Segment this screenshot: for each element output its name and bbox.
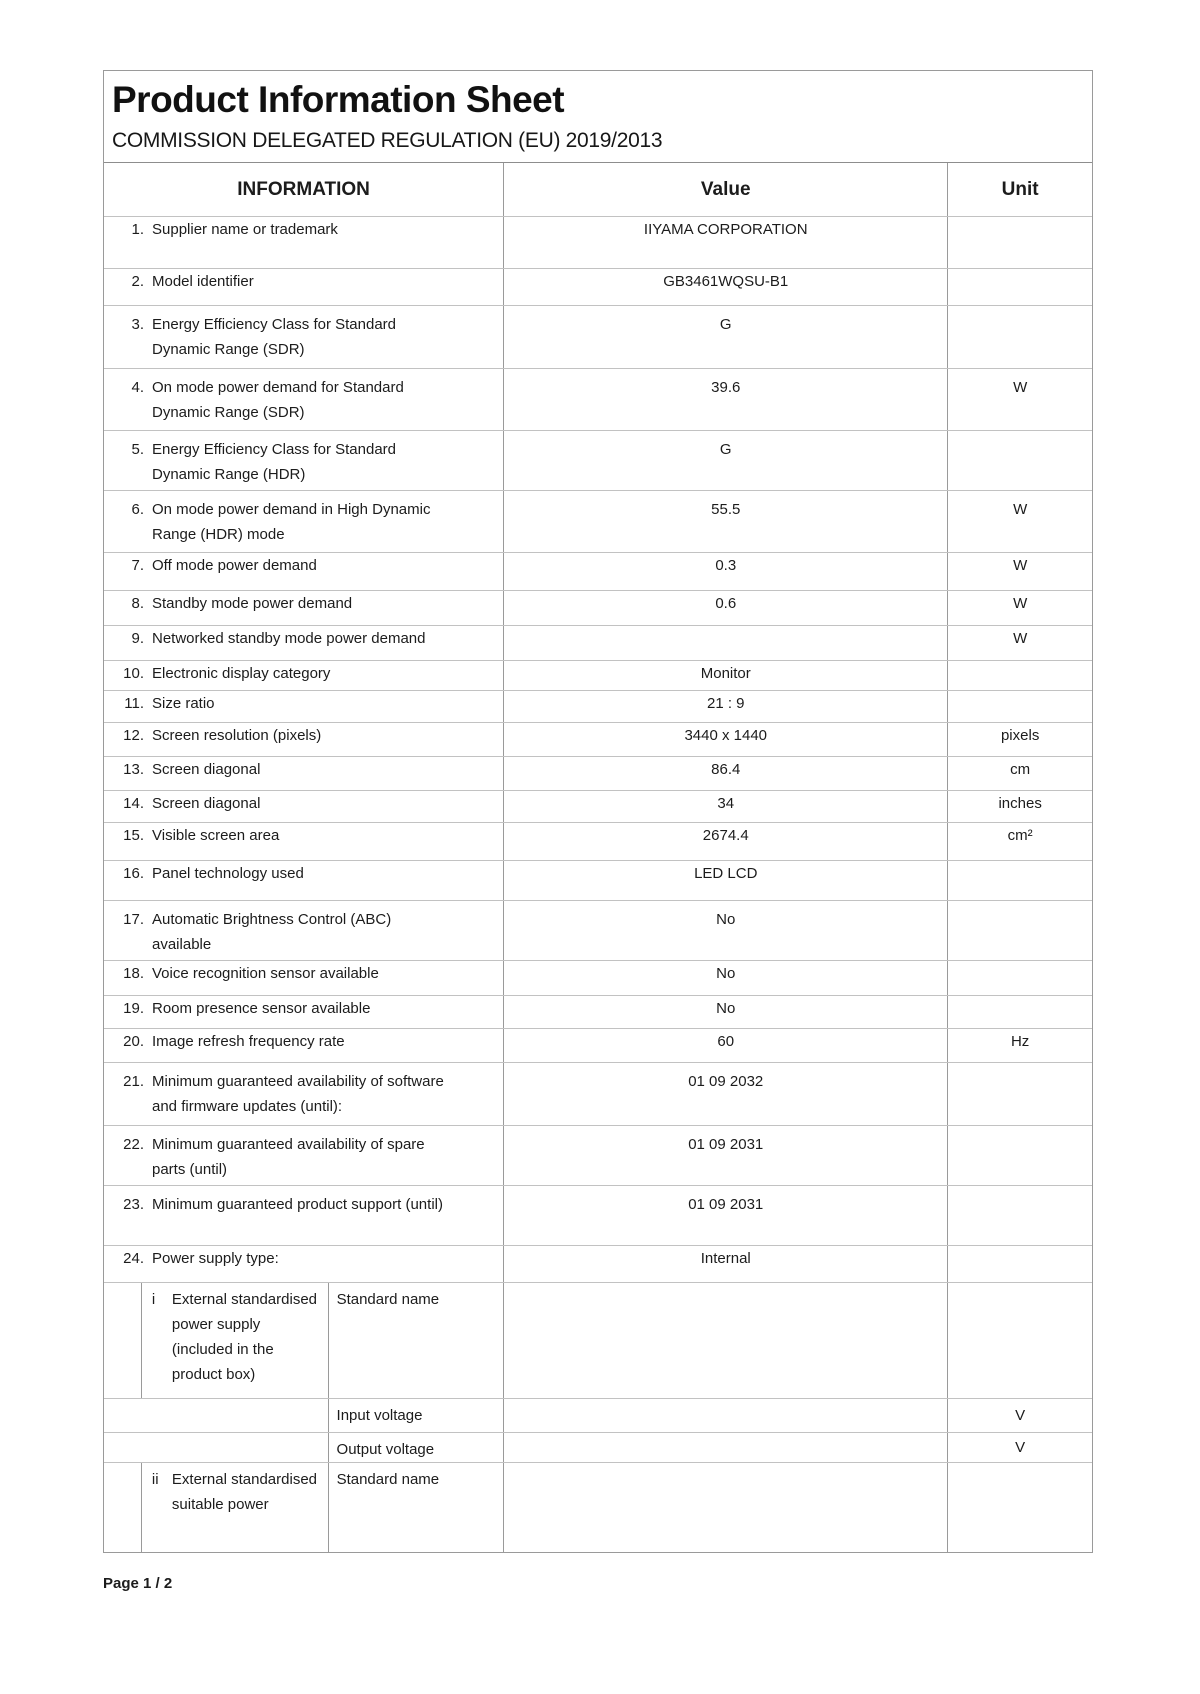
table-row xyxy=(104,490,1092,552)
sub-row-unit xyxy=(947,1283,1092,1398)
row-value: Monitor xyxy=(503,661,947,690)
row-unit xyxy=(947,901,1092,960)
row-unit xyxy=(947,306,1092,368)
row-unit xyxy=(947,691,1092,722)
page-number: Page 1 / 2 xyxy=(103,1575,173,1592)
row-label: Screen diagonal xyxy=(152,795,261,812)
table-row xyxy=(104,1028,1092,1062)
row-number: 21. xyxy=(123,1073,144,1090)
input-voltage-label: Input voltage xyxy=(328,1399,504,1432)
power-supply-row-ii xyxy=(104,1462,1092,1553)
row-unit: W xyxy=(947,553,1092,590)
row-number: 1. xyxy=(131,221,144,238)
table-row xyxy=(104,625,1092,660)
row-value: 21 : 9 xyxy=(503,691,947,722)
row-number: 15. xyxy=(123,827,144,844)
table-row xyxy=(104,430,1092,490)
power-supply-row-output-voltage xyxy=(104,1432,1092,1462)
indent-cell xyxy=(104,1283,141,1398)
row-unit xyxy=(947,217,1092,268)
row-value xyxy=(503,626,947,660)
row-value: 34 xyxy=(503,791,947,822)
row-label: Energy Efficiency Class for Standard Dynamic Range (SDR) xyxy=(152,316,397,358)
sub-row-label: External standardised power supply (included in the product box) xyxy=(171,1291,318,1383)
blank-cell xyxy=(104,1433,328,1462)
row-label: Electronic display category xyxy=(152,665,331,682)
row-label: Networked standby mode power demand xyxy=(152,630,426,647)
row-number: 19. xyxy=(123,1000,144,1017)
table-row xyxy=(104,1185,1092,1245)
row-unit: cm xyxy=(947,757,1092,790)
row-unit: W xyxy=(947,369,1092,430)
output-voltage-label: Output voltage xyxy=(328,1433,504,1462)
product-information-sheet xyxy=(103,70,1093,1553)
row-unit xyxy=(947,1063,1092,1125)
row-label: Standby mode power demand xyxy=(152,595,353,612)
indent-cell xyxy=(104,1463,141,1553)
row-unit: Hz xyxy=(947,1029,1092,1062)
row-value: G xyxy=(503,306,947,368)
row-unit: W xyxy=(947,626,1092,660)
table-row xyxy=(104,960,1092,995)
row-unit xyxy=(947,961,1092,995)
row-value: Internal xyxy=(503,1246,947,1282)
row-label: On mode power demand for Standard Dynamic Range (SDR) xyxy=(152,379,404,421)
table-row xyxy=(104,590,1092,625)
table-row xyxy=(104,1062,1092,1125)
standard-name-label: Standard name xyxy=(328,1283,504,1398)
power-supply-row-i xyxy=(104,1282,1092,1398)
row-number: 5. xyxy=(131,441,144,458)
sub-row-unit: V xyxy=(947,1399,1092,1432)
blank-cell xyxy=(104,1399,328,1432)
row-value: 01 09 2031 xyxy=(503,1126,947,1185)
standard-name-label: Standard name xyxy=(328,1463,504,1553)
row-value: GB3461WQSU-B1 xyxy=(503,269,947,305)
row-label: Size ratio xyxy=(152,695,215,712)
row-value: 86.4 xyxy=(503,757,947,790)
row-number: 22. xyxy=(123,1136,144,1153)
header-unit: Unit xyxy=(947,163,1092,216)
sub-row-value xyxy=(503,1283,947,1398)
table-row xyxy=(104,1245,1092,1282)
row-label: On mode power demand in High Dynamic Range (HDR) mode xyxy=(152,501,431,543)
row-label: Model identifier xyxy=(152,273,254,290)
row-number: 8. xyxy=(131,595,144,612)
row-label: Voice recognition sensor available xyxy=(152,965,379,982)
row-value: No xyxy=(503,961,947,995)
row-unit: W xyxy=(947,491,1092,552)
table-row xyxy=(104,552,1092,590)
sub-row-unit: V xyxy=(947,1433,1092,1462)
row-unit xyxy=(947,861,1092,900)
sub-row-value xyxy=(503,1433,947,1462)
table-row xyxy=(104,860,1092,900)
row-unit xyxy=(947,1126,1092,1185)
page-subtitle: COMMISSION DELEGATED REGULATION (EU) 2019/2013 xyxy=(112,129,663,153)
row-number: 4. xyxy=(131,379,144,396)
row-label: Screen resolution (pixels) xyxy=(152,727,322,744)
table-row xyxy=(104,216,1092,268)
row-number: 10. xyxy=(123,665,144,682)
row-label: Power supply type: xyxy=(152,1250,279,1267)
header-information: INFORMATION xyxy=(237,178,370,200)
row-number: 23. xyxy=(123,1196,144,1213)
table-row xyxy=(104,660,1092,690)
table-row xyxy=(104,900,1092,960)
row-number: 13. xyxy=(123,761,144,778)
header-value: Value xyxy=(503,163,947,216)
row-value: IIYAMA CORPORATION xyxy=(503,217,947,268)
table-header-row xyxy=(104,162,1092,216)
row-number: 7. xyxy=(131,557,144,574)
row-label: Supplier name or trademark xyxy=(152,221,338,238)
row-label: Image refresh frequency rate xyxy=(152,1033,345,1050)
row-label: Off mode power demand xyxy=(152,557,317,574)
sub-row-label: External standardised suitable power xyxy=(171,1471,318,1513)
row-label: Screen diagonal xyxy=(152,761,261,778)
row-value: 01 09 2031 xyxy=(503,1186,947,1245)
table-row xyxy=(104,268,1092,305)
row-number: 16. xyxy=(123,865,144,882)
row-number: 24. xyxy=(123,1250,144,1267)
row-number: 2. xyxy=(131,273,144,290)
table-row xyxy=(104,1125,1092,1185)
row-number: 6. xyxy=(131,501,144,518)
row-unit: cm² xyxy=(947,823,1092,860)
sub-row-unit xyxy=(947,1463,1092,1553)
row-unit: W xyxy=(947,591,1092,625)
sub-row-value xyxy=(503,1463,947,1553)
row-number: 9. xyxy=(131,630,144,647)
table-row xyxy=(104,368,1092,430)
row-label: Energy Efficiency Class for Standard Dynamic Range (HDR) xyxy=(152,441,397,483)
row-number: 3. xyxy=(131,316,144,333)
row-number: 11. xyxy=(124,695,144,712)
row-label: Minimum guaranteed availability of software and firmware updates (until): xyxy=(152,1073,444,1115)
row-value: No xyxy=(503,901,947,960)
row-number: 17. xyxy=(123,911,144,928)
information-table xyxy=(104,162,1092,1553)
page-title: Product Information Sheet xyxy=(112,79,565,120)
table-row xyxy=(104,790,1092,822)
row-unit xyxy=(947,661,1092,690)
row-unit: pixels xyxy=(947,723,1092,756)
row-value: No xyxy=(503,996,947,1028)
row-number: 18. xyxy=(123,965,144,982)
row-unit xyxy=(947,269,1092,305)
sub-row-number: i xyxy=(151,1291,156,1308)
row-number: 20. xyxy=(123,1033,144,1050)
row-value: 39.6 xyxy=(503,369,947,430)
table-row xyxy=(104,822,1092,860)
row-value: 55.5 xyxy=(503,491,947,552)
row-unit xyxy=(947,1186,1092,1245)
row-label: Visible screen area xyxy=(152,827,280,844)
row-value: 3440 x 1440 xyxy=(503,723,947,756)
row-value: 01 09 2032 xyxy=(503,1063,947,1125)
table-row xyxy=(104,305,1092,368)
row-value: 2674.4 xyxy=(503,823,947,860)
table-row xyxy=(104,690,1092,722)
row-label: Automatic Brightness Control (ABC) available xyxy=(152,911,392,953)
row-unit xyxy=(947,431,1092,490)
sub-row-number: ii xyxy=(151,1471,159,1488)
row-label: Panel technology used xyxy=(152,865,304,882)
row-value: 60 xyxy=(503,1029,947,1062)
row-label: Minimum guaranteed availability of spare parts (until) xyxy=(152,1136,425,1178)
row-number: 14. xyxy=(123,795,144,812)
sub-row-value xyxy=(503,1399,947,1432)
title-block xyxy=(104,71,1092,162)
row-value: G xyxy=(503,431,947,490)
row-number: 12. xyxy=(123,727,144,744)
table-row xyxy=(104,722,1092,756)
row-unit xyxy=(947,1246,1092,1282)
table-row xyxy=(104,995,1092,1028)
row-label: Room presence sensor available xyxy=(152,1000,371,1017)
row-value: LED LCD xyxy=(503,861,947,900)
row-value: 0.3 xyxy=(503,553,947,590)
table-row xyxy=(104,756,1092,790)
row-unit: inches xyxy=(947,791,1092,822)
row-value: 0.6 xyxy=(503,591,947,625)
power-supply-row-input-voltage xyxy=(104,1398,1092,1432)
row-label: Minimum guaranteed product support (until) xyxy=(152,1196,443,1213)
row-unit xyxy=(947,996,1092,1028)
